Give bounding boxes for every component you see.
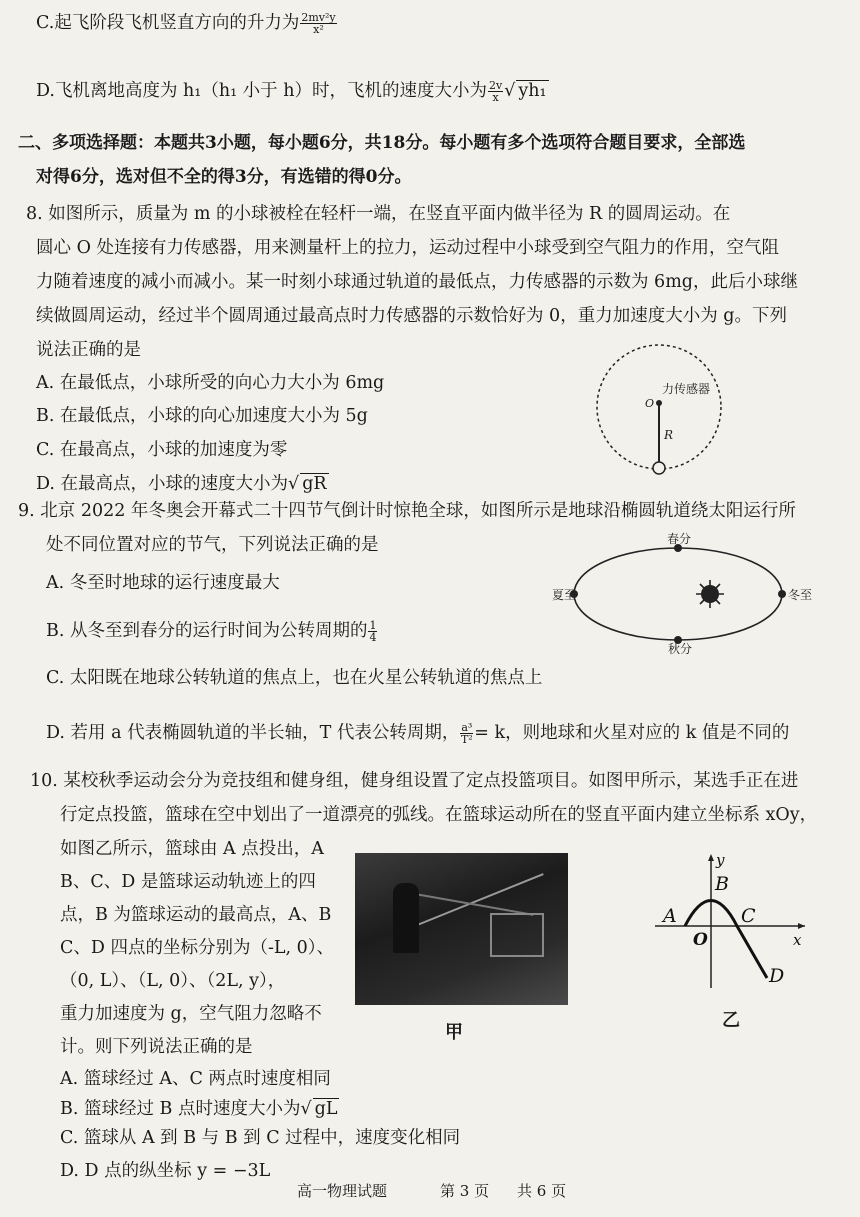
point-d-label: D — [769, 965, 785, 987]
center-label: O — [645, 397, 655, 410]
q10-stem-line1: 10. 某校秋季运动会分为竞技组和健身组，健身组设置了定点投篮项目。如图甲所示，某选手正在进 — [30, 771, 799, 791]
q8-circle-figure — [590, 345, 740, 477]
footer-subject: 高一物理试题 — [297, 1182, 388, 1200]
trajectory-graph — [645, 848, 815, 998]
sensor-label: 力传感器 — [662, 382, 711, 396]
photo-caption: 甲 — [445, 1022, 463, 1043]
q8-option-a: A. 在最低点，小球所受的向心力大小为 6mg — [36, 373, 385, 393]
q10-option-c: C. 篮球从 A 到 B 与 B 到 C 过程中，速度变化相同 — [60, 1128, 461, 1148]
orbit-ellipse — [574, 548, 782, 640]
q7-option-c: C.起飞阶段飞机竖直方向的升力为 $\frac{\text{2mv²y}}{\text{x²}}$ — [36, 11, 336, 36]
graph-caption: 乙 — [722, 1010, 740, 1031]
footer-total: 共 6 页 — [517, 1182, 567, 1200]
q8-option-b: B. 在最低点，小球的向心加速度大小为 5g — [36, 406, 368, 426]
origin-label: O — [693, 930, 708, 950]
q9-option-b: B. 从冬至到春分的运行时间为公转周期的 $\frac{1}{4}$ — [46, 619, 377, 644]
point-a-label: A — [663, 905, 677, 927]
q10-stem-narrow-5: （0, L）、（L, 0）、（2L, y）， — [60, 971, 286, 991]
q10-stem-narrow-7: 计。则下列说法正确的是 — [60, 1037, 253, 1057]
point-c-label: C — [741, 905, 756, 927]
q10-stem-narrow-2: B、C、D 是篮球运动轨迹上的四 — [60, 872, 316, 892]
q8-stem-line1: 8. 如图所示，质量为 m 的小球被栓在轻杆一端，在竖直平面内做半径为 R 的圆周运动。在 — [26, 204, 731, 224]
q10-stem-narrow-4: C、D 四点的坐标分别为（-L, 0）、 — [60, 938, 335, 958]
sensor-point — [656, 400, 662, 406]
x-axis-label: x — [793, 931, 802, 949]
q10-option-b: B. 篮球经过 B 点时速度大小为√ gL — [60, 1099, 338, 1119]
q8-stem-line3: 力随着速度的减小而减小。某一时刻小球通过轨道的最低点，力传感器的示数为 6mg，此后小球继 — [36, 272, 798, 292]
x-axis-arrow — [798, 923, 805, 929]
point-b-label: B — [715, 873, 729, 895]
y-axis-label: y — [716, 851, 725, 869]
q8-option-c: C. 在最高点，小球的加速度为零 — [36, 440, 288, 460]
q10-option-d: D. D 点的纵坐标 y = −3L — [60, 1161, 271, 1181]
label-spring: 春分 — [667, 532, 692, 546]
q10-stem-narrow-1: 如图乙所示，篮球由 A 点投出，A — [60, 839, 324, 859]
footer-page: 第 3 页 — [440, 1182, 490, 1200]
section2-heading-line2: 对得6分，选对但不全的得3分，有选错的得0分。 — [36, 167, 412, 187]
q8-stem-line4: 续做圆周运动，经过半个圆周通过最高点时力传感器的示数恰好为 0，重力加速度大小为 g。下列 — [36, 306, 787, 326]
q8-option-d: D. 在最高点，小球的速度大小为√ gR — [36, 474, 327, 494]
q7-option-d: D.飞机离地高度为 h₁（h₁ 小于 h）时，飞机的速度大小为 $\frac{2v}{x}$ √ yh₁ — [36, 79, 547, 104]
q8-stem-line5: 说法正确的是 — [36, 340, 141, 360]
orbit-figure — [552, 532, 813, 656]
q9-option-c: C. 太阳既在地球公转轨道的焦点上，也在火星公转轨道的焦点上 — [46, 668, 543, 688]
label-autumn: 秋分 — [668, 642, 693, 656]
ball — [653, 462, 665, 474]
q10-stem-narrow-6: 重力加速度为 g，空气阻力忽略不 — [60, 1004, 322, 1024]
y-axis-arrow — [708, 854, 714, 861]
q10-stem-narrow-3: 点，B 为篮球运动的最高点，A、B — [60, 905, 332, 925]
section2-heading-line1: 二、多项选择题：本题共3小题，每小题6分，共18分。每小题有多个选项符合题目要求，全部选 — [18, 133, 746, 153]
q10-stem-line2: 行定点投篮，篮球在空中划出了一道漂亮的弧线。在篮球运动所在的竖直平面内建立坐标系 xOy， — [60, 805, 818, 825]
q10-option-a: A. 篮球经过 A、C 两点时速度相同 — [60, 1069, 331, 1089]
label-summer: 夏至 — [552, 588, 577, 602]
label-winter: 冬至 — [788, 588, 813, 602]
sun-icon — [696, 580, 724, 608]
q8-stem-line2: 圆心 O 处连接有力传感器，用来测量杆上的拉力，运动过程中小球受到空气阻力的作用，空气阻 — [36, 238, 779, 258]
radius-label: R — [664, 428, 674, 442]
earth-winter — [778, 590, 786, 598]
q9-option-d: D. 若用 a 代表椭圆轨道的半长轴，T 代表公转周期， $\frac{\text{a³}}{\text{T²}}$ = k，则地球和火星对应的 k 值是不同的 — [46, 721, 790, 746]
q9-option-a: A. 冬至时地球的运行速度最大 — [46, 573, 280, 593]
q9-stem-line1: 9. 北京 2022 年冬奥会开幕式二十四节气倒计时惊艳全球，如图所示是地球沿椭圆轨道绕太阳运行所 — [18, 501, 796, 521]
basketball-photo — [355, 853, 568, 1005]
q9-stem-line2: 处不同位置对应的节气，下列说法正确的是 — [46, 535, 379, 555]
